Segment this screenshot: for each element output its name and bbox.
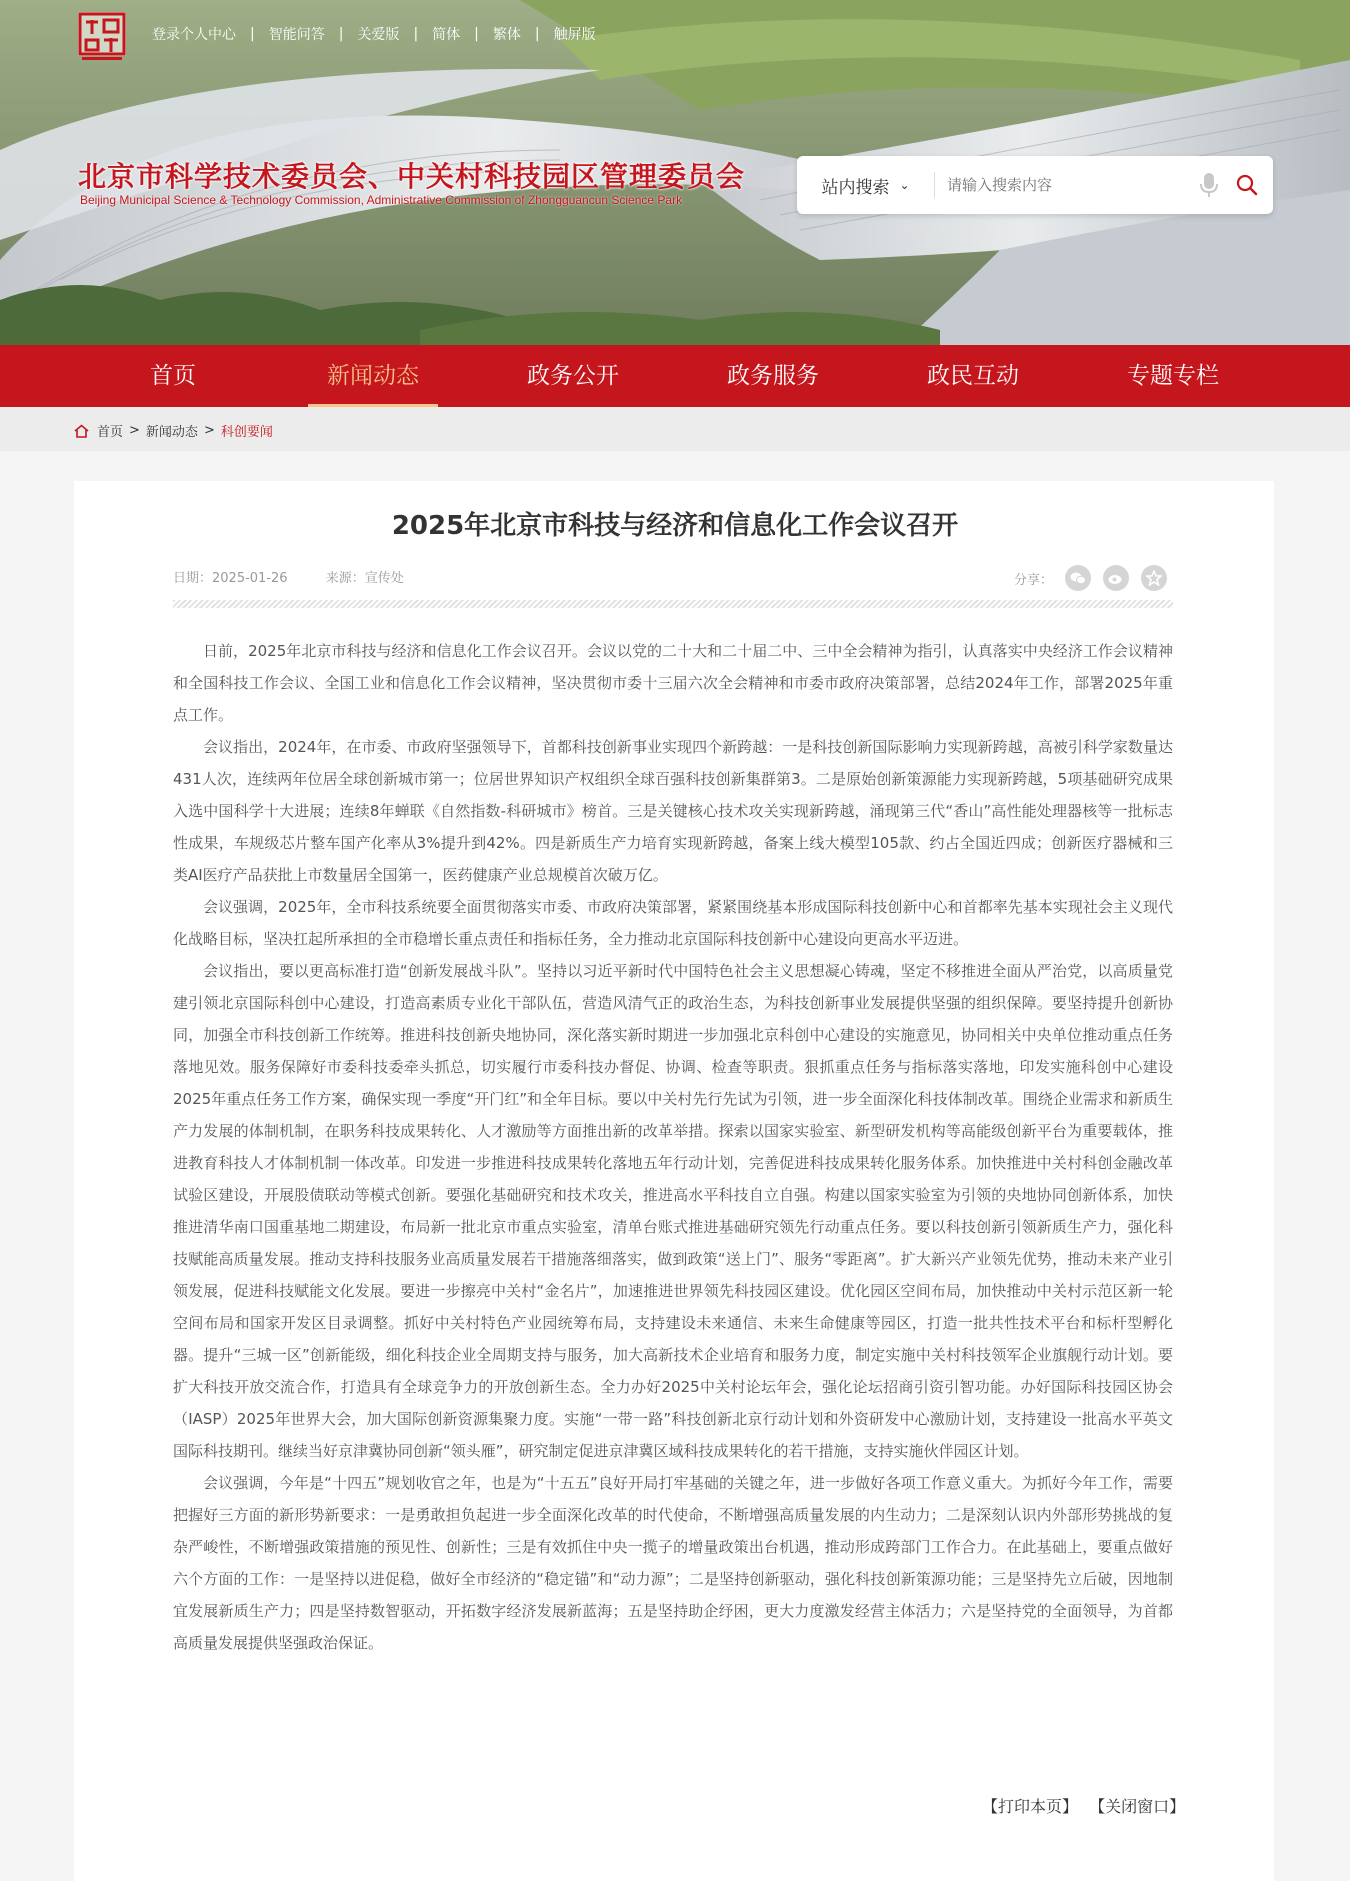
nav-item-news[interactable]: 新闻动态 xyxy=(293,345,453,407)
nav-item-public-interaction[interactable]: 政民互动 xyxy=(927,363,1019,389)
article-paragraph: 日前，2025年北京市科技与经济和信息化工作会议召开。会议以党的二十大和二十届二中、三中全会精神为指引，认真落实中央经济工作会议精神和全国科技工作会议、全国工业和信息化工作会议精神，坚决贯彻市委十三届六次全会精神和市委市政府决策部署，总结2024年工作，部署2025年重点工作。 xyxy=(173,642,1173,724)
article-paragraph: 会议指出，要以更高标准打造“创新发展战斗队”。坚持以习近平新时代中国特色社会主义思想凝心铸魂，坚定不移推进全面从严治党，以高质量党建引领北京国际科创中心建设，打造高素质专业化干部队伍，营造风清气正的政治生态，为科技创新事业发展提供坚强的组织保障。要坚持提升创新协同，加强全市科技创新工作统筹。推进科技创新央地协同，深化落实新时期进一步加强北京科创中心建设的实施意见，协同相关中央单位推动重点任务落地见效。服务保障好市委科技委牵头抓总，切实履行市委科技办督促、协调、检查等职责。狠抓重点任务与指标落实落地，印发实施科创中心建设2025年重点任务工作方案，确保实现一季度“开门红”和全年目标。要以中关村先行先试为引领，进一步全面深化科技体制改革。围绕企业需求和新质生产力发展的体制机制，在职务科技成果转化、人才激励等方面推出新的改革举措。探索以国家实验室、新型研发机构等高能级创新平台为重要载体，推进教育科技人才体制机制一体改革。印发进一步推进科技成果转化落地五年行动计划，完善促进科技成果转化服务体系。加快推进中关村科创金融改革试验区建设，开展股债联动等模式创新。要强化基础研究和技术攻关，推进高水平科技自立自强。构建以国家实验室为引领的央地协同创新体系，加快推进清华南口国重基地二期建设，布局新一批北京市重点实验室，清单台账式推进基础研究领先行动重点任务。要以科技创新引领新质生产力，强化科技赋能高质量发展。推动支持科技服务业高质量发展若干措施落细落实，做到政策“送上门”、服务“零距离”。扩大新兴产业领先优势，推动未来产业引领发展，促进科技赋能文化发展。要进一步擦亮中关村“金名片”，加速推进世界领先科技园区建设。优化园区空间布局，加快推动中关村示范区新一轮空间布局和国家开发区目录调整。抓好中关村特色产业园统筹布局，支持建设未来通信、未来生命健康等园区，打造一批共性技术平台和标杆型孵化器。提升“三城一区”创新能级，细化科技企业全周期支持与服务，加大高新技术企业培育和服务力度，制定实施中关村科技领军企业旗舰行动计划。要扩大科技开放交流合作，打造具有全球竞争力的开放创新生态。全力办好2025中关村论坛年会，强化论坛招商引资引智功能。办好国际科技园区协会（IASP）2025年世界大会，加大国际创新资源集聚力度。实施“一带一路”科技创新北京行动计划和外资研发中心激励计划，支持建设一批高水平英文国际科技期刊。继续当好京津冀协同创新“领头雁”，研究制定促进京津冀区域科技成果转化的若干措施，支持实施伙伴园区计划。 xyxy=(173,962,1173,1460)
site-title-en: Beijing Municipal Science & Technology Commission, Administrative Commission of Zhongguancun Science Park xyxy=(80,193,683,207)
home-icon xyxy=(74,424,89,438)
site-logo[interactable] xyxy=(76,10,128,62)
touch-version-link[interactable]: 触屏版 xyxy=(553,27,596,43)
wechat-icon[interactable] xyxy=(1065,565,1091,591)
search-icon[interactable] xyxy=(1235,173,1259,197)
nav-item-special-topics[interactable]: 专题专栏 xyxy=(1127,363,1219,389)
logo-seal-icon xyxy=(76,10,128,62)
breadcrumb-news[interactable]: 新闻动态 xyxy=(145,425,198,440)
separator: | xyxy=(413,26,419,42)
separator: | xyxy=(338,26,344,42)
breadcrumb-home[interactable]: 首页 xyxy=(97,425,124,440)
search-input[interactable] xyxy=(945,175,1197,195)
article-paragraph: 会议强调，2025年，全市科技系统要全面贯彻落实市委、市政府决策部署，紧紧围绕基本形成国际科技创新中心和首都率先基本实现社会主义现代化战略目标，坚决扛起所承担的全市稳增长重点责任和指标任务，全力推动北京国际科技创新中心建设向更高水平迈进。 xyxy=(173,898,1173,948)
favorite-star-icon[interactable] xyxy=(1141,565,1167,591)
nav-item-home[interactable]: 首页 xyxy=(150,363,196,389)
title-divider xyxy=(173,600,1173,608)
print-page-link[interactable]: 【打印本页】 xyxy=(982,1797,1079,1816)
chevron-down-icon: ⌄ xyxy=(899,178,910,192)
breadcrumb xyxy=(0,407,1350,451)
close-window-link[interactable]: 【关闭窗口】 xyxy=(1089,1797,1186,1816)
weibo-icon[interactable] xyxy=(1103,565,1129,591)
article-actions xyxy=(976,1794,1185,1817)
separator: | xyxy=(474,26,479,42)
article-paragraph: 会议强调，今年是“十四五”规划收官之年，也是为“十五五”良好开局打牢基础的关键之年，进一步做好各项工作意义重大。为抓好今年工作，需要把握好三方面的新形势新要求：一是勇敢担负起进一步全面深化改革的时代使命，不断增强高质量发展的内生动力；二是深刻认识内外部形势挑战的复杂严峻性，不断增强政策措施的预见性、创新性；三是有效抓住中央一揽子的增量政策出台机遇，推动形成跨部门工作合力。在此基础上，要重点做好六个方面的工作：一是坚持以进促稳，做好全市经济的“稳定锚”和“动力源”；二是坚持创新驱动，强化科技创新策源功能；三是坚持先立后破，因地制宜发展新质生产力；四是坚持数智驱动，开拓数字经济发展新蓝海；五是坚持助企纾困，更大力度激发经营主体活力；六是坚持党的全面领导，为首都高质量发展提供坚强政治保证。 xyxy=(173,1474,1173,1652)
site-title: 北京市科学技术委员会、中关村科技园区管理委员会 xyxy=(78,160,746,193)
article-source: 来源：宣传处 xyxy=(325,571,404,586)
separator: | xyxy=(250,26,255,42)
main-nav xyxy=(0,345,1350,407)
traditional-link[interactable]: 繁体 xyxy=(492,27,521,43)
search-scope-select[interactable] xyxy=(797,172,935,198)
article-meta xyxy=(173,567,438,586)
separator: | xyxy=(534,26,540,42)
article-paragraph: 会议指出，2024年，在市委、市政府坚强领导下，首都科技创新事业实现四个新跨越：一是科技创新国际影响力实现新跨越，高被引科学家数量达431人次，连续两年位居全球创新城市第一；位居世界知识产权组织全球百强科技创新集群第3。二是原始创新策源能力实现新跨越，5项基础研究成果入选中国科学十大进展；连续8年蝉联《自然指数-科研城市》榜首。三是关键核心技术攻关实现新跨越，涌现第三代“香山”高性能处理器核等一批标志性成果，车规级芯片整车国产化率从3%提升到42%。四是新质生产力培育实现新跨越，备案上线大模型105款、约占全国近四成；创新医疗器械和三类AI医疗产品获批上市数量居全国第一，医药健康产业总规模首次破万亿。 xyxy=(173,738,1173,884)
article-date: 日期：2025-01-26 xyxy=(173,571,288,586)
share-bar xyxy=(1014,565,1167,591)
article-body xyxy=(173,635,1173,1659)
header-banner xyxy=(0,0,1350,345)
share-label: 分享： xyxy=(1014,572,1054,588)
article-title: 2025年北京市科技与经济和信息化工作会议召开 xyxy=(391,511,959,541)
smart-qa-link[interactable]: 智能问答 xyxy=(268,27,325,43)
breadcrumb-separator: > xyxy=(129,423,140,438)
search-box xyxy=(797,156,1273,214)
top-links xyxy=(152,24,610,44)
breadcrumb-separator: > xyxy=(203,423,215,438)
nav-item-government-affairs[interactable]: 政务公开 xyxy=(527,363,619,389)
breadcrumb-current[interactable]: 科创要闻 xyxy=(220,425,273,440)
simplified-link[interactable]: 简体 xyxy=(432,27,461,43)
login-link[interactable]: 登录个人中心 xyxy=(152,27,236,43)
nav-item-government-services[interactable]: 政务服务 xyxy=(727,363,819,389)
care-version-link[interactable]: 关爱版 xyxy=(357,27,400,43)
search-scope-label: 站内搜索 xyxy=(821,177,890,198)
microphone-icon[interactable] xyxy=(1197,171,1221,199)
